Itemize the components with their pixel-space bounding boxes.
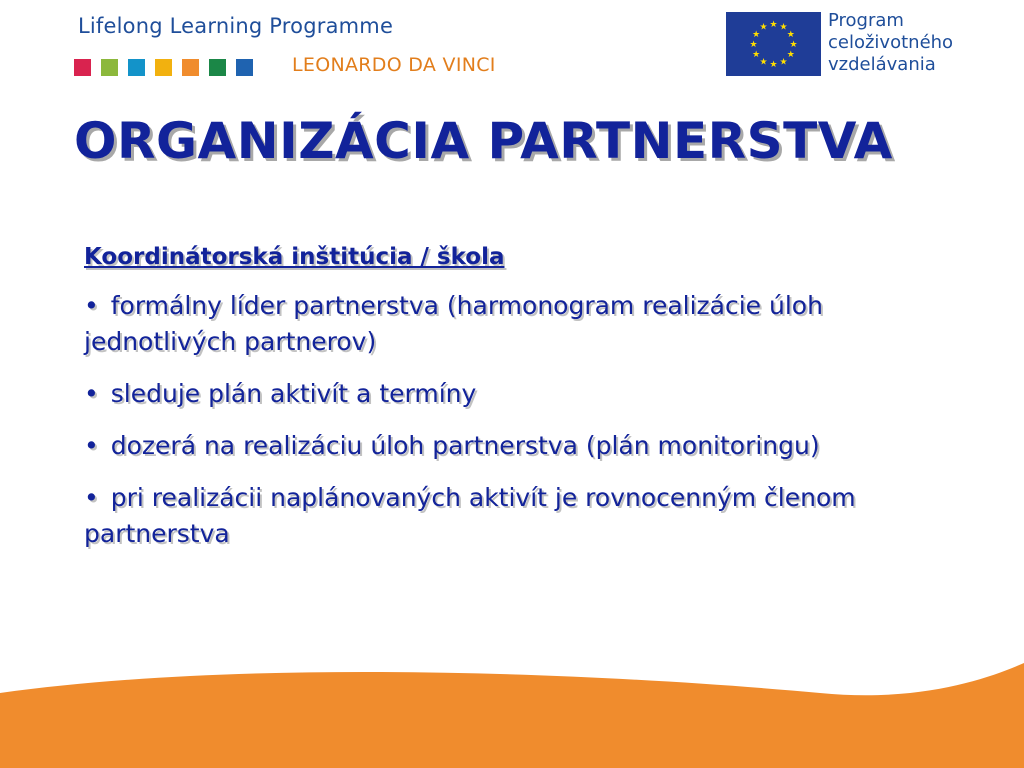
programme-color-squares xyxy=(74,59,253,76)
color-square xyxy=(155,59,172,76)
eu-program-line: Program xyxy=(828,10,904,31)
eu-star-icon: ★ xyxy=(749,40,758,50)
bullet-text: formálny líder partnerstva (harmonogram realizácie úloh jednotlivých partnerov) xyxy=(84,291,823,356)
bullet-item xyxy=(84,288,934,360)
color-square xyxy=(182,59,199,76)
eu-star-icon: ★ xyxy=(779,22,788,33)
eu-flag-logo xyxy=(726,12,821,76)
eu-program-line: celoživotného xyxy=(828,32,954,53)
color-square xyxy=(209,59,226,76)
eu-star-icon: ★ xyxy=(759,22,768,33)
eu-star-icon: ★ xyxy=(789,40,798,50)
color-square xyxy=(101,59,118,76)
eu-program-line: vzdelávania xyxy=(828,54,936,75)
eu-star-icon: ★ xyxy=(759,57,768,68)
eu-star-icon: ★ xyxy=(786,30,795,40)
orange-wave-decoration xyxy=(0,648,1024,768)
eu-star-icon: ★ xyxy=(786,50,795,60)
bullet-text: dozerá na realizáciu úloh partnerstva (plán monitoringu) xyxy=(110,431,820,460)
subheading: Koordinátorská inštitúcia / škola xyxy=(84,244,505,270)
color-square xyxy=(74,59,91,76)
eu-star-icon: ★ xyxy=(779,57,788,68)
bullet-text: pri realizácii naplánovaných aktivít je rovnocenným členom partnerstva xyxy=(84,483,856,548)
slide-content xyxy=(84,244,934,568)
bullet-item xyxy=(84,376,934,412)
bullet-text: sleduje plán aktivít a termíny xyxy=(110,379,477,408)
bullet-item xyxy=(84,480,934,552)
bullet-glyph: • xyxy=(84,431,99,460)
color-square xyxy=(236,59,253,76)
bullet-item xyxy=(84,428,934,464)
eu-stars-icon xyxy=(726,12,821,76)
eu-star-icon: ★ xyxy=(752,30,761,40)
bullet-glyph: • xyxy=(84,291,99,320)
eu-star-icon: ★ xyxy=(752,50,761,60)
slide-title: ORGANIZÁCIA PARTNERSTVA xyxy=(74,112,893,170)
color-square xyxy=(128,59,145,76)
programme-title: Lifelong Learning Programme xyxy=(78,14,394,38)
bullet-glyph: • xyxy=(84,379,99,408)
eu-star-icon: ★ xyxy=(769,60,778,70)
subprogramme-name: LEONARDO DA VINCI xyxy=(292,54,496,76)
bullet-glyph: • xyxy=(84,483,99,512)
eu-star-icon: ★ xyxy=(769,20,778,30)
eu-program-text xyxy=(828,10,953,76)
